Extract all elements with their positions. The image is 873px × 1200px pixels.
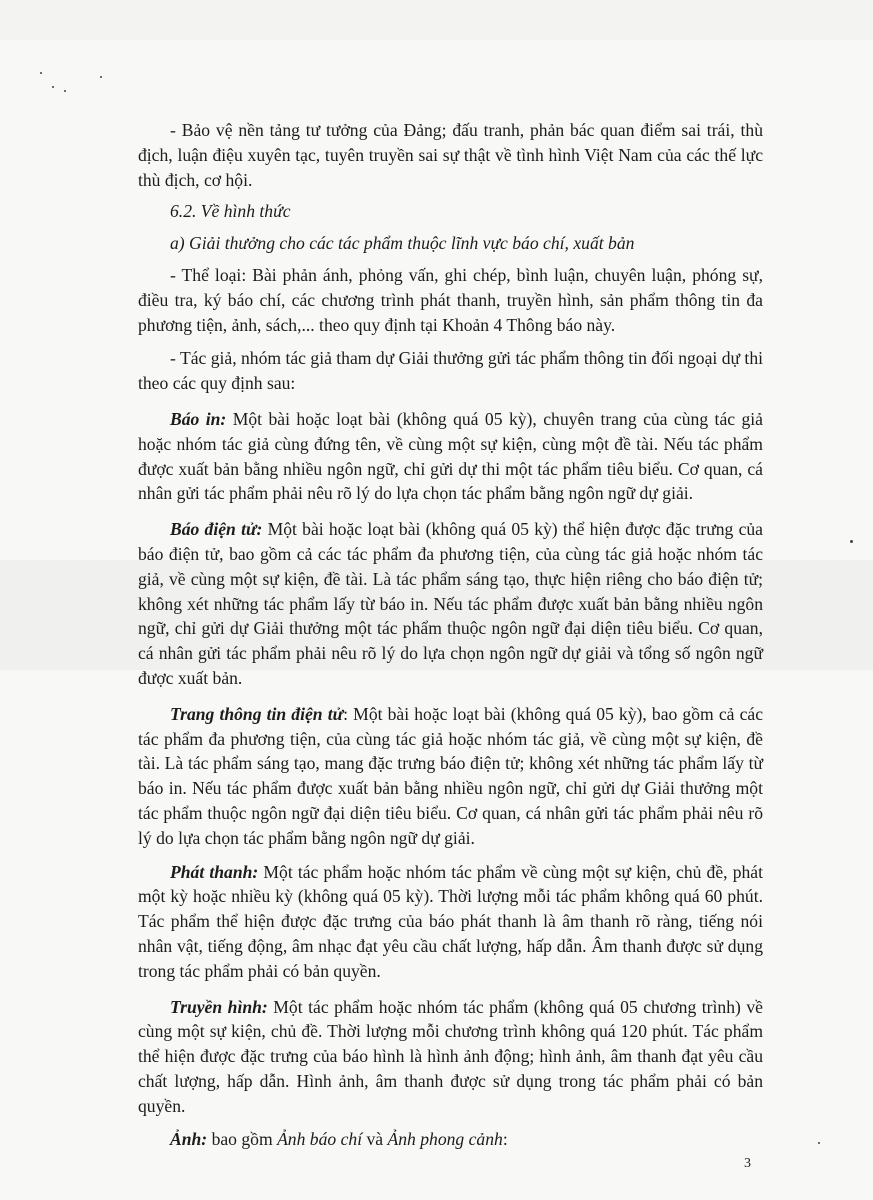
category-print-press <box>138 407 763 506</box>
category-label: Trang thông tin điện tử <box>170 703 344 724</box>
section-heading: 6.2. Về hình thức <box>170 201 291 222</box>
scan-shading-top <box>0 0 873 40</box>
category-websites <box>138 702 763 851</box>
scan-speck <box>100 76 102 78</box>
category-radio <box>138 860 763 984</box>
category-photo <box>138 1127 763 1152</box>
scan-speck <box>850 540 853 543</box>
category-text: Một tác phẩm hoặc nhóm tác phẩm về cùng một sự kiện, chủ đề, phát một kỳ hoặc nhiều kỳ (không quá 05 kỳ). Thời lượng mỗi tác phẩm không quá 60 phút. Tác phẩm thể hiện được đặc trưng của báo phát thanh là âm thanh rõ ràng, tiếng nói nhân vật, tiếng động, âm nhạc đạt yêu cầu chất lượng, hấp dẫn. Âm thanh được sử dụng trong tác phẩm phải có bản quyền. <box>138 861 763 981</box>
category-label: Truyền hình: <box>170 996 268 1017</box>
paragraph-genres: - Thể loại: Bài phản ánh, phỏng vấn, ghi chép, bình luận, chuyên luận, phóng sự, điều tra, ký báo chí, các chương trình phát thanh, truyền hình, sản phẩm thông tin đa phương tiện, ảnh, sách,... theo quy định tại Khoản 4 Thông báo này. <box>138 264 763 335</box>
photo-text-2: và <box>362 1129 388 1150</box>
category-television <box>138 995 763 1119</box>
paragraph-authors: - Tác giả, nhóm tác giả tham dự Giải thưởng gửi tác phẩm thông tin đối ngoại dự thi theo các quy định sau: <box>138 348 763 394</box>
photo-type-landscape: Ảnh phong cảnh <box>387 1129 503 1150</box>
scan-speck <box>40 72 42 74</box>
category-text: Một bài hoặc loạt bài (không quá 05 kỳ) thể hiện được đặc trưng của báo điện tử, bao gồm cả các tác phẩm đa phương tiện, của cùng tác giả hoặc nhóm tác giả, về cùng một sự kiện, đề tài. Là tác phẩm sáng tạo, thực hiện riêng cho báo điện tử; không xét những tác phẩm lấy từ báo in. Nếu tác phẩm được xuất bản bằng nhiều ngôn ngữ, chỉ gửi dự Giải thưởng một tác phẩm thuộc ngôn ngữ đại diện tiêu biểu. Cơ quan, cá nhân gửi tác phẩm phải nêu rõ lý do lựa chọn ngôn ngữ dự giải và tổng số ngôn ngữ được xuất bản. <box>138 519 763 688</box>
category-text: Một bài hoặc loạt bài (không quá 05 kỳ), chuyên trang của cùng tác giả hoặc nhóm tác giả cùng đứng tên, về cùng một sự kiện, cùng một đề tài. Nếu tác phẩm được xuất bản bằng nhiều ngôn ngữ, chỉ gửi dự thi một tác phẩm tiêu biểu. Cơ quan, cá nhân gửi tác phẩm phải nêu rõ lý do lựa chọn tác phẩm bằng ngôn ngữ dự giải. <box>138 408 763 504</box>
photo-type-press: Ảnh báo chí <box>277 1129 363 1150</box>
category-label: Phát thanh: <box>170 861 259 882</box>
subsection-heading: a) Giải thưởng cho các tác phẩm thuộc lĩnh vực báo chí, xuất bản <box>170 233 635 254</box>
page-number: 3 <box>744 1156 751 1171</box>
category-online-press <box>138 517 763 691</box>
scan-speck <box>52 86 54 88</box>
category-text: Một tác phẩm hoặc nhóm tác phẩm (không quá 05 chương trình) về cùng một sự kiện, chủ đề. Thời lượng mỗi chương trình không quá 120 phút. Tác phẩm thể hiện được đặc trưng của báo hình là hình ảnh động; hình ảnh, âm thanh đạt yêu cầu chất lượng, hấp dẫn. Hình ảnh, âm thanh được sử dụng trong tác phẩm phải có bản quyền. <box>138 996 763 1116</box>
document-body <box>138 118 763 1152</box>
photo-text-3: : <box>502 1129 508 1150</box>
scan-speck <box>64 90 66 92</box>
category-label: Ảnh: <box>170 1129 208 1150</box>
photo-text-1: bao gồm <box>207 1129 278 1150</box>
paragraph-defend-ideology: - Bảo vệ nền tảng tư tưởng của Đảng; đấu tranh, phản bác quan điểm sai trái, thù địch, luận điệu xuyên tạc, tuyên truyền sai sự thật về tình hình Việt Nam của các thế lực thù địch, cơ hội. <box>138 120 763 190</box>
category-label: Báo điện tử: <box>170 519 263 540</box>
category-label: Báo in: <box>170 408 227 429</box>
category-text: : Một bài hoặc loạt bài (không quá 05 kỳ), bao gồm cả các tác phẩm đa phương tiện, của cùng tác giả hoặc nhóm tác giả, về cùng một sự kiện, đề tài. Là tác phẩm sáng tạo, mang đặc trưng báo điện tử; không xét những tác phẩm lấy từ báo in. Nếu tác phẩm được xuất bản bằng nhiều ngôn ngữ, chỉ gửi dự Giải thưởng một tác phẩm thuộc ngôn ngữ đại diện tiêu biểu. Cơ quan, cá nhân gửi tác phẩm phải nêu rõ lý do lựa chọn tác phẩm bằng ngôn ngữ dự giải. <box>138 703 764 848</box>
scan-speck <box>818 1142 820 1144</box>
